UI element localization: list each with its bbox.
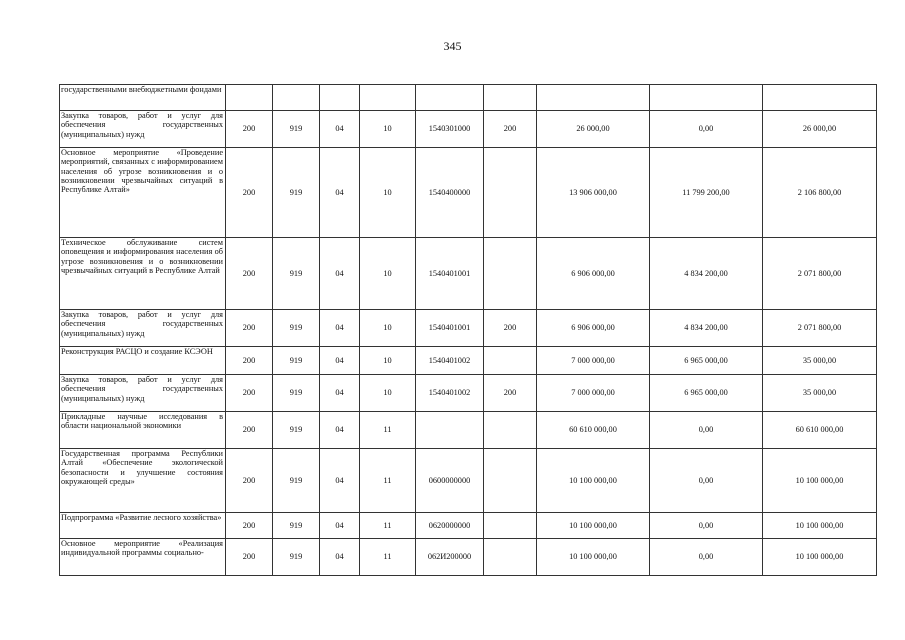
table-row [60, 375, 877, 412]
table-row [60, 449, 877, 513]
grbs-cell: 919 [273, 375, 320, 412]
target-article-cell: 1540301000 [416, 111, 484, 148]
razdel-cell: 04 [320, 310, 360, 347]
code-cell [226, 85, 273, 111]
razdel-cell: 04 [320, 449, 360, 513]
target-article-cell: 1540400000 [416, 148, 484, 238]
podrazdel-cell: 10 [360, 375, 416, 412]
code-cell: 200 [226, 375, 273, 412]
table-row [60, 310, 877, 347]
row-name-cell: Подпрограмма «Развитие лесного хозяйства» [60, 513, 226, 539]
razdel-cell: 04 [320, 513, 360, 539]
grbs-cell: 919 [273, 347, 320, 375]
sum-2-cell: 0,00 [650, 111, 763, 148]
sum-3-cell: 10 100 000,00 [763, 539, 877, 576]
row-name-cell: Государственная программа Республики Алтай «Обеспечение экологической безопасности и улучшение состояния окружающей среды» [60, 449, 226, 513]
sum-1-cell: 7 000 000,00 [537, 347, 650, 375]
sum-3-cell: 60 610 000,00 [763, 412, 877, 449]
code-cell: 200 [226, 111, 273, 148]
grbs-cell: 919 [273, 111, 320, 148]
sum-1-cell [537, 85, 650, 111]
sum-2-cell: 4 834 200,00 [650, 310, 763, 347]
target-article-cell: 1540401001 [416, 310, 484, 347]
grbs-cell: 919 [273, 539, 320, 576]
code-cell: 200 [226, 238, 273, 310]
target-article-cell [416, 85, 484, 111]
sum-1-cell: 10 100 000,00 [537, 449, 650, 513]
expense-type-cell [484, 148, 537, 238]
sum-2-cell: 6 965 000,00 [650, 375, 763, 412]
sum-1-cell: 60 610 000,00 [537, 412, 650, 449]
row-name-cell: государственными внебюджетными фондами [60, 85, 226, 111]
code-cell: 200 [226, 513, 273, 539]
row-name-cell: Реконструкция РАСЦО и создание КСЭОН [60, 347, 226, 375]
table-row [60, 238, 877, 310]
sum-3-cell: 2 071 800,00 [763, 238, 877, 310]
table-row [60, 148, 877, 238]
expense-type-cell [484, 449, 537, 513]
grbs-cell: 919 [273, 412, 320, 449]
table-row [60, 412, 877, 449]
razdel-cell: 04 [320, 148, 360, 238]
sum-2-cell [650, 85, 763, 111]
sum-1-cell: 10 100 000,00 [537, 513, 650, 539]
table-row [60, 347, 877, 375]
sum-2-cell: 0,00 [650, 539, 763, 576]
grbs-cell: 919 [273, 310, 320, 347]
row-name-cell: Закупка товаров, работ и услуг для обеспечения государственных (муниципальных) нужд [60, 375, 226, 412]
razdel-cell: 04 [320, 412, 360, 449]
row-name-cell: Закупка товаров, работ и услуг для обеспечения государственных (муниципальных) нужд [60, 111, 226, 148]
target-article-cell: 0620000000 [416, 513, 484, 539]
code-cell: 200 [226, 539, 273, 576]
code-cell: 200 [226, 310, 273, 347]
sum-3-cell: 35 000,00 [763, 347, 877, 375]
table-row [60, 513, 877, 539]
razdel-cell: 04 [320, 539, 360, 576]
sum-2-cell: 6 965 000,00 [650, 347, 763, 375]
expense-type-cell [484, 539, 537, 576]
podrazdel-cell: 10 [360, 148, 416, 238]
podrazdel-cell: 11 [360, 412, 416, 449]
podrazdel-cell: 11 [360, 539, 416, 576]
sum-3-cell: 10 100 000,00 [763, 513, 877, 539]
table-body [60, 85, 877, 576]
sum-2-cell: 4 834 200,00 [650, 238, 763, 310]
table-row [60, 85, 877, 111]
row-name-cell: Основное мероприятие «Реализация индивидуальной программы социально- [60, 539, 226, 576]
sum-1-cell: 10 100 000,00 [537, 539, 650, 576]
sum-2-cell: 0,00 [650, 513, 763, 539]
table-row [60, 111, 877, 148]
code-cell: 200 [226, 347, 273, 375]
podrazdel-cell: 10 [360, 111, 416, 148]
razdel-cell [320, 85, 360, 111]
code-cell: 200 [226, 148, 273, 238]
target-article-cell: 0600000000 [416, 449, 484, 513]
sum-1-cell: 13 906 000,00 [537, 148, 650, 238]
target-article-cell: 1540401001 [416, 238, 484, 310]
row-name-cell: Прикладные научные исследования в области национальной экономики [60, 412, 226, 449]
razdel-cell: 04 [320, 238, 360, 310]
podrazdel-cell [360, 85, 416, 111]
razdel-cell: 04 [320, 375, 360, 412]
sum-3-cell: 26 000,00 [763, 111, 877, 148]
sum-1-cell: 6 906 000,00 [537, 310, 650, 347]
sum-3-cell: 2 071 800,00 [763, 310, 877, 347]
expense-type-cell [484, 85, 537, 111]
grbs-cell: 919 [273, 449, 320, 513]
target-article-cell: 1540401002 [416, 347, 484, 375]
sum-2-cell: 11 799 200,00 [650, 148, 763, 238]
sum-1-cell: 6 906 000,00 [537, 238, 650, 310]
expense-type-cell [484, 347, 537, 375]
target-article-cell: 1540401002 [416, 375, 484, 412]
sum-3-cell [763, 85, 877, 111]
table-row [60, 539, 877, 576]
grbs-cell: 919 [273, 513, 320, 539]
podrazdel-cell: 11 [360, 513, 416, 539]
expense-type-cell: 200 [484, 375, 537, 412]
row-name-cell: Основное мероприятие «Проведение мероприятий, связанных с информированием населения об угрозе возникновения и о возникновении чрезвычайных ситуаций в Республике Алтай» [60, 148, 226, 238]
code-cell: 200 [226, 449, 273, 513]
razdel-cell: 04 [320, 347, 360, 375]
expense-type-cell [484, 238, 537, 310]
grbs-cell [273, 85, 320, 111]
target-article-cell: 062И200000 [416, 539, 484, 576]
podrazdel-cell: 10 [360, 238, 416, 310]
sum-3-cell: 2 106 800,00 [763, 148, 877, 238]
sum-2-cell: 0,00 [650, 449, 763, 513]
expense-type-cell: 200 [484, 111, 537, 148]
sum-1-cell: 7 000 000,00 [537, 375, 650, 412]
grbs-cell: 919 [273, 238, 320, 310]
podrazdel-cell: 10 [360, 347, 416, 375]
expense-type-cell: 200 [484, 310, 537, 347]
code-cell: 200 [226, 412, 273, 449]
sum-3-cell: 10 100 000,00 [763, 449, 877, 513]
sum-2-cell: 0,00 [650, 412, 763, 449]
page-number: 345 [443, 39, 462, 53]
razdel-cell: 04 [320, 111, 360, 148]
expense-type-cell [484, 412, 537, 449]
budget-table [59, 84, 877, 576]
grbs-cell: 919 [273, 148, 320, 238]
sum-1-cell: 26 000,00 [537, 111, 650, 148]
podrazdel-cell: 11 [360, 449, 416, 513]
expense-type-cell [484, 513, 537, 539]
podrazdel-cell: 10 [360, 310, 416, 347]
sum-3-cell: 35 000,00 [763, 375, 877, 412]
row-name-cell: Техническое обслуживание систем оповещения и информирования населения об угрозе возникновения и о возникновении чрезвычайных ситуаций в Республике Алтай [60, 238, 226, 310]
target-article-cell [416, 412, 484, 449]
row-name-cell: Закупка товаров, работ и услуг для обеспечения государственных (муниципальных) нужд [60, 310, 226, 347]
